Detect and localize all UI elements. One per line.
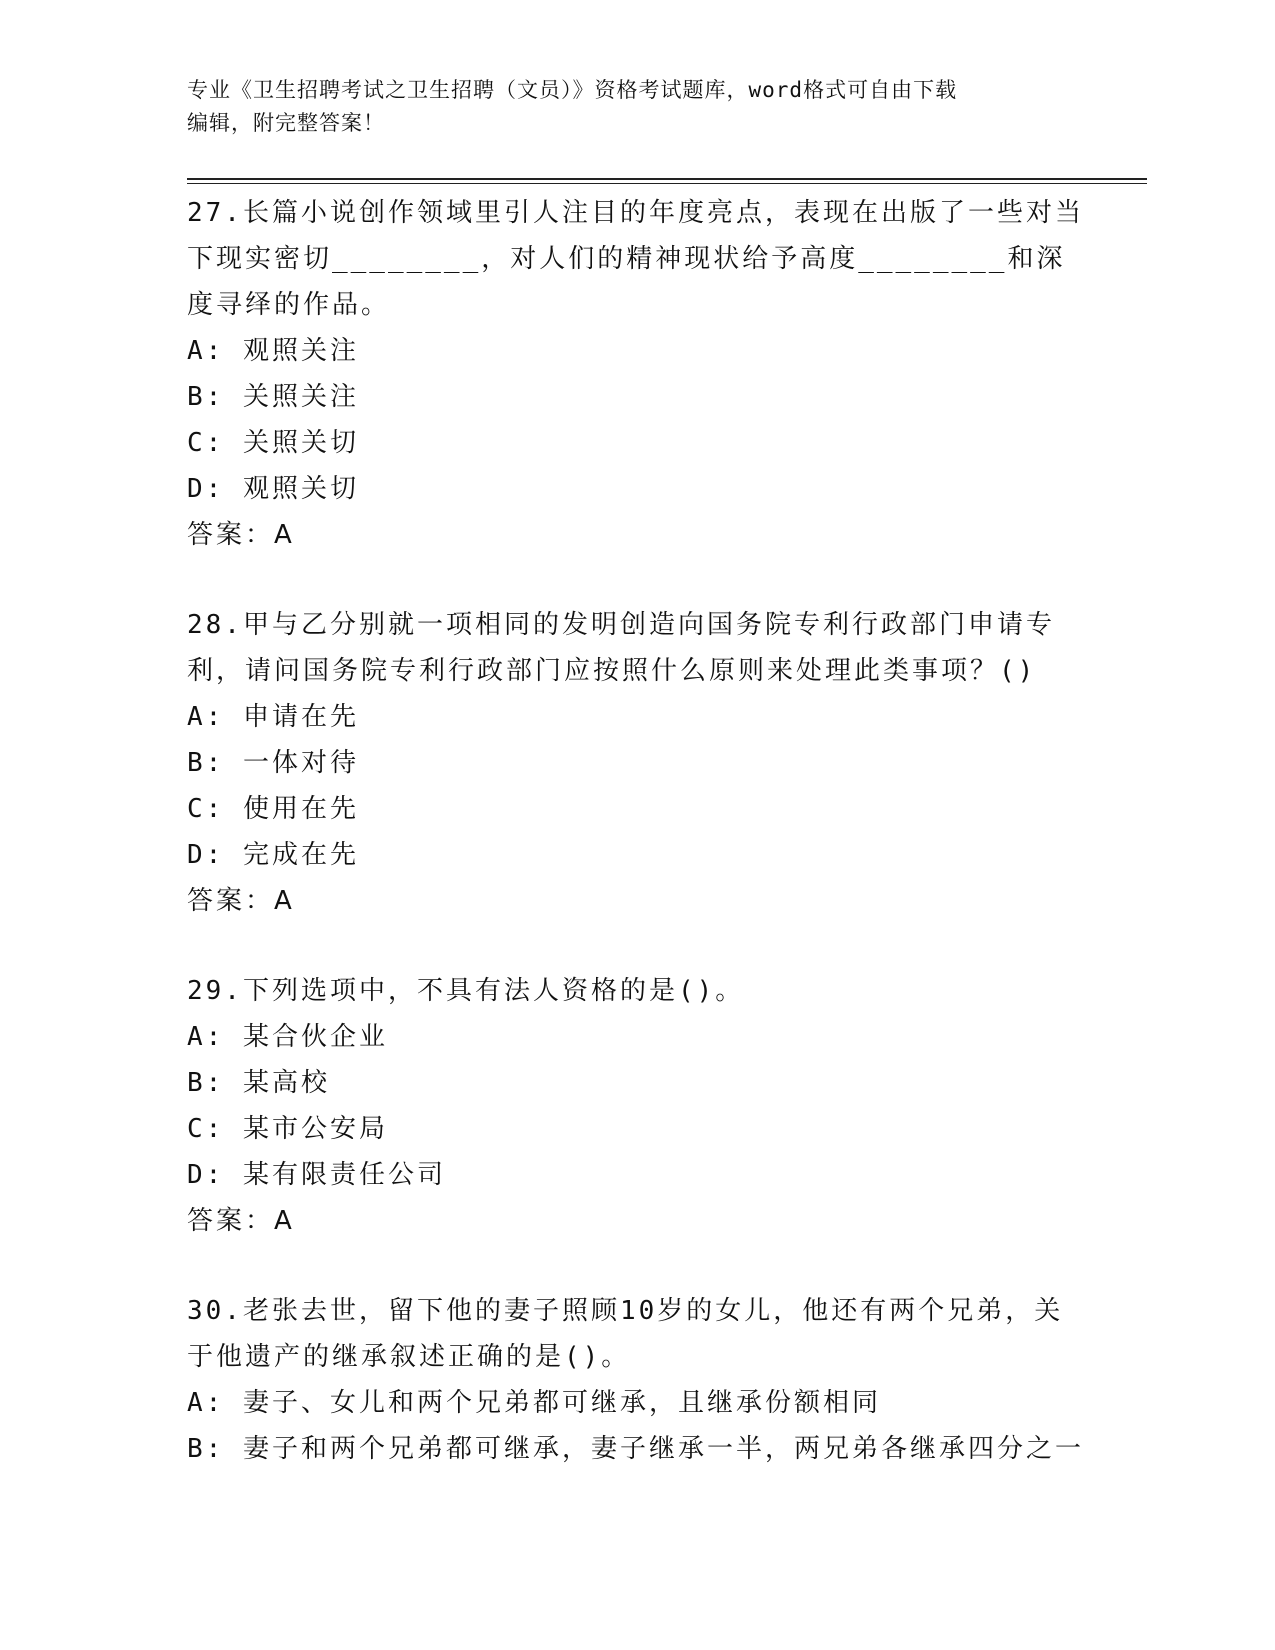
- option-d: D: 观照关切: [187, 474, 359, 504]
- question-list: [187, 190, 1087, 1516]
- option-b: B: 某高校: [187, 1068, 330, 1098]
- question-text: 28.甲与乙分别就一项相同的发明创造向国务院专利行政部门申请专利，请问国务院专利行政部门应按照什么原则来处理此类事项？(): [187, 610, 1055, 686]
- question-29: [187, 968, 1087, 1244]
- option-b: B: 一体对待: [187, 748, 359, 778]
- option-a: A: 观照关注: [187, 336, 359, 366]
- question-text: 30.老张去世，留下他的妻子照顾10岁的女儿，他还有两个兄弟，关于他遗产的继承叙述正确的是()。: [187, 1296, 1064, 1372]
- answer-line: 答案：A: [187, 886, 295, 916]
- option-c: C: 关照关切: [187, 428, 359, 458]
- answer-line: 答案：A: [187, 1206, 295, 1236]
- question-30: [187, 1288, 1087, 1472]
- option-d: D: 某有限责任公司: [187, 1160, 446, 1190]
- option-c: C: 某市公安局: [187, 1114, 388, 1144]
- header-divider-thick: [187, 178, 1147, 180]
- question-text: 27.长篇小说创作领域里引人注目的年度亮点，表现在出版了一些对当下现实密切________，对人们的精神现状给予高度________和深度寻绎的作品。: [187, 198, 1084, 320]
- option-a: A: 妻子、女儿和两个兄弟都可继承，且继承份额相同: [187, 1388, 881, 1418]
- question-27: [187, 190, 1087, 558]
- header-line-2: 编辑，附完整答案！: [187, 111, 385, 135]
- option-a: A: 申请在先: [187, 702, 359, 732]
- option-b: B: 关照关注: [187, 382, 359, 412]
- answer-line: 答案：A: [187, 520, 295, 550]
- option-d: D: 完成在先: [187, 840, 359, 870]
- question-text: 29.下列选项中，不具有法人资格的是()。: [187, 976, 745, 1006]
- option-a: A: 某合伙企业: [187, 1022, 388, 1052]
- document-header: [187, 74, 1087, 140]
- question-28: [187, 602, 1087, 924]
- option-c: C: 使用在先: [187, 794, 359, 824]
- header-line-1: 专业《卫生招聘考试之卫生招聘（文员）》资格考试题库，word格式可自由下载: [187, 78, 958, 102]
- option-b: B: 妻子和两个兄弟都可继承，妻子继承一半，两兄弟各继承四分之一: [187, 1434, 1084, 1464]
- header-divider-thin: [187, 183, 1147, 184]
